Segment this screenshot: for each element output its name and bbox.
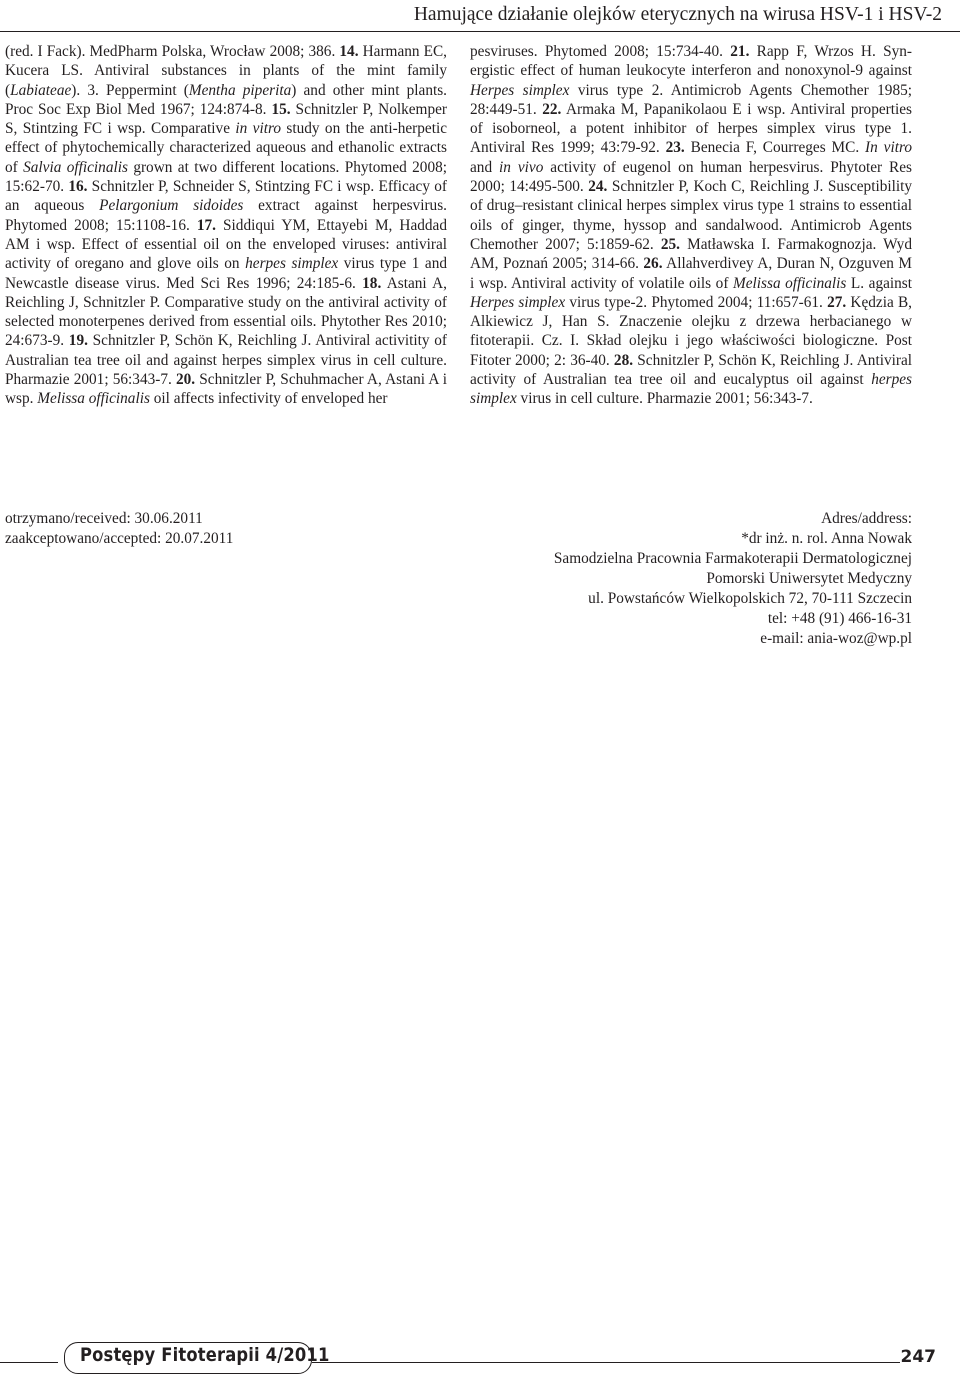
reference-text: L. against bbox=[846, 274, 912, 292]
address-email: e-mail: ania-woz@wp.pl bbox=[760, 630, 912, 647]
reference-number: 28. bbox=[613, 351, 634, 369]
address-heading: Adres/address: bbox=[821, 510, 912, 527]
reference-text: study on the anti-herpetic effect of phytochemically characterized aqueous and ethanolic extracts of bbox=[5, 120, 447, 176]
reference-text: Astani A, Reichling J, Schnitzler P. Comparative study on the antiviral activity of selected monoterpenes derived from essential oils. Phytother Res 2010; 24:673-9. bbox=[5, 274, 447, 350]
reference-number: 18. bbox=[362, 274, 382, 292]
reference-number: 19. bbox=[68, 332, 88, 350]
running-title: Hamujące działanie olejków eterycznych na wirusa HSV-1 i HSV-2 bbox=[413, 4, 942, 25]
reference-number: 23. bbox=[665, 139, 685, 157]
reference-text: grown at two different locations. Phytomed 2008; 15:62-70. bbox=[5, 158, 447, 196]
address-line: *dr inż. n. rol. Anna Nowak bbox=[741, 530, 912, 547]
italic-term: in vitro bbox=[235, 120, 281, 138]
reference-text: Rapp F, Wrzos H. Synergistic effect of human leukocyte interferon and nonoxynol-9 against bbox=[470, 43, 912, 80]
page-number: 247 bbox=[900, 1347, 936, 1367]
italic-term: Labiateae bbox=[10, 81, 72, 99]
italic-term: Melissa officinalis bbox=[733, 274, 847, 292]
reference-text: Kędzia B, Alkiewicz J, Han S. Znaczenie olejku z drzewa herbacianego w fitoterapii. Cz. I. Skład olejku i jego właściwości biologiczne. Post Fitoter 2000; 2: 36-40. bbox=[470, 293, 912, 369]
journal-name: Postępy Fitoterapii 4/2011 bbox=[80, 1344, 330, 1366]
reference-text: Schnitzler P, Schneider S, Stintzing FC i wsp. Efficacy of an aqueous bbox=[5, 178, 447, 215]
correspondence-address bbox=[554, 509, 912, 649]
reference-text: virus type 1 and Newcastle disease virus. Med Sci Res 1996; 24:185-6. bbox=[5, 255, 447, 292]
italic-term: in vivo bbox=[499, 158, 544, 176]
reference-text: Schnitzler P, Schön K, Reichling J. Antiviral activity of Australian tea tree oil and eucalyptus oil against bbox=[470, 351, 912, 389]
reference-text: Harmann EC, Kucera LS. Antiviral substances in plants of the mint family ( bbox=[5, 43, 448, 99]
reference-text: ) and other mint plants. Proc Soc Exp Biol Med 1967; 124:874-8. bbox=[5, 81, 447, 118]
reference-text: Schnitzler P, Schuhmacher A, Astani A i wsp. bbox=[5, 371, 447, 408]
reference-text: virus type-2. Phytomed 2004; 11:657-61. bbox=[565, 293, 828, 311]
reference-text: Schnitzler P, Koch C, Reichling J. Susceptibility of drug–resistant clinical herpes simplex virus type 1 strains to essential oils of ginger, thyme, hyssop and sandalwood. Antimicrob Agents Chemother 2007; 5:1859-62. bbox=[470, 178, 912, 253]
address-line: Samodzielna Pracownia Farmakoterapii Dermatologicznej bbox=[553, 550, 912, 567]
header-rule bbox=[0, 31, 960, 32]
reference-number: 15. bbox=[271, 100, 291, 118]
reference-text: Schnitzler P, Schön K, Reichling J. Antiviral activitity of Australian tea tree oil and against herpes simplex virus in cell culture. Pharmazie 2001; 56:343-7. bbox=[5, 332, 447, 389]
reference-text: (red. I Fack). MedPharm Polska, Wrocław 2008; 386. bbox=[5, 43, 340, 60]
reference-text: Allahverdivey A, Duran N, Ozguven M i wsp. Antiviral activity of volatile oils of bbox=[470, 255, 912, 292]
references-left-column bbox=[5, 42, 447, 409]
reference-text: and bbox=[470, 158, 500, 176]
reference-number: 24. bbox=[588, 178, 608, 196]
reference-text: Matławska I. Farmakognozja. Wyd AM, Poznań 2005; 314-66. bbox=[470, 235, 912, 273]
page-footer bbox=[0, 1338, 960, 1374]
reference-text: oil affects infectivity of enveloped her bbox=[149, 390, 388, 408]
reference-text: extract against herpesvirus. Phytomed 2008; 15:1108-16. bbox=[5, 197, 447, 234]
address-line: Pomorski Uniwersytet Medyczny bbox=[706, 570, 912, 587]
reference-text: ). 3. Peppermint ( bbox=[71, 81, 189, 99]
reference-number: 25. bbox=[660, 235, 680, 253]
reference-number: 22. bbox=[542, 100, 562, 118]
reference-number: 21. bbox=[730, 43, 750, 60]
reference-text: virus type 2. Antimicrob Agents Chemother 1985; 28:449-51. bbox=[470, 81, 912, 118]
footer-rule-middle bbox=[312, 1362, 900, 1363]
italic-term: Salvia officinalis bbox=[23, 158, 128, 176]
reference-text: Benecia F, Courreges MC. bbox=[684, 139, 866, 157]
reference-number: 27. bbox=[827, 293, 847, 311]
reference-number: 17. bbox=[196, 216, 216, 234]
italic-term: herpes simplex bbox=[245, 255, 339, 273]
submission-dates bbox=[5, 509, 233, 549]
reference-text: pesviruses. Phytomed 2008; 15:734-40. bbox=[470, 43, 731, 60]
address-line: ul. Powstańców Wielkopolskich 72, 70-111 Szczecin bbox=[588, 590, 912, 607]
reference-text: activity of eugenol on human herpesvirus. Phytoter Res 2000; 14:495-500. bbox=[470, 158, 912, 196]
address-line: tel: +48 (91) 466-16-31 bbox=[767, 610, 912, 627]
references-right-column bbox=[470, 42, 912, 409]
footer-rule-left bbox=[0, 1362, 58, 1363]
reference-text: Armaka M, Papanikolaou E i wsp. Antiviral properties of isoborneol, a potent inhibitor of herpes simplex virus type 1. Antiviral Res 1999; 43:79-92. bbox=[470, 100, 912, 157]
italic-term: Pelargonium sidoides bbox=[99, 197, 244, 215]
reference-text: Siddiqui YM, Ettayebi M, Haddad AM i wsp. Effect of essential oil on the enveloped viruses: antiviral activity of oregano and glove oils on bbox=[5, 216, 447, 273]
italic-term: In vitro bbox=[865, 139, 912, 157]
reference-number: 16. bbox=[68, 178, 88, 196]
reference-text: Schnitzler P, Nolkemper S, Stintzing FC i wsp. Comparative bbox=[5, 100, 447, 138]
reference-text: virus in cell culture. Pharmazie 2001; 56:343-7. bbox=[516, 390, 813, 408]
reference-number: 14. bbox=[339, 43, 359, 60]
reference-number: 26. bbox=[643, 255, 663, 273]
italic-term: herpes simplex bbox=[470, 371, 912, 408]
reference-number: 20. bbox=[176, 371, 196, 389]
italic-term: Herpes simplex bbox=[470, 81, 570, 99]
accepted-date: zaakceptowano/accepted: 20.07.2011 bbox=[5, 530, 234, 547]
received-date: otrzymano/received: 30.06.2011 bbox=[5, 510, 203, 527]
italic-term: Melissa officinalis bbox=[37, 390, 150, 408]
italic-term: Herpes simplex bbox=[470, 293, 566, 311]
italic-term: Mentha piperita bbox=[188, 81, 292, 99]
